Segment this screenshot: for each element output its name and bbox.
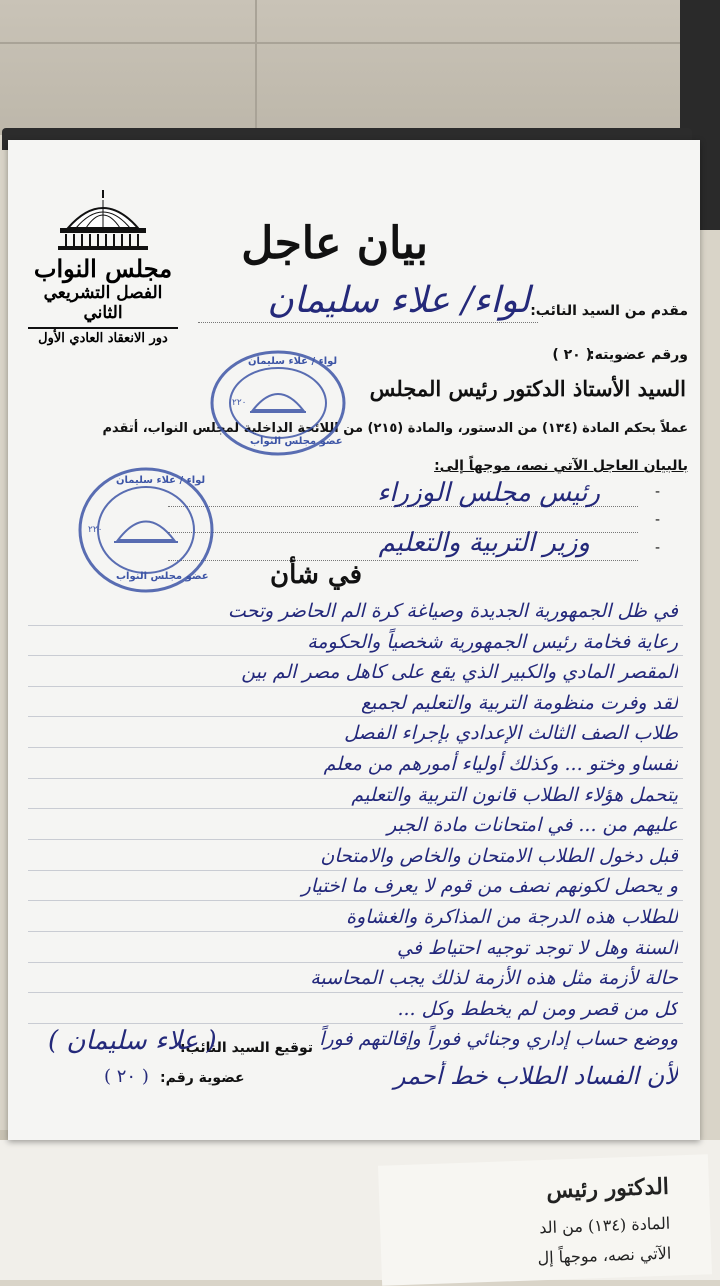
body-line: المقصر المادي والكبير الذي يقع على كاهل مصر الم بين xyxy=(241,661,678,684)
document-page xyxy=(8,140,700,1140)
body-line: و يحصل لكونهم نصف من قوم لا يعرف ما اختيار xyxy=(301,875,678,898)
document-title: بيان عاجل xyxy=(241,218,428,269)
recipient-bullet: - xyxy=(654,540,660,556)
dotted-line xyxy=(168,560,638,561)
stamp-ring-text: لواء / علاء سليمان xyxy=(248,356,338,367)
body-line: قبل دخول الطلاب الامتحان والخاص والامتحان xyxy=(320,844,678,867)
official-stamp xyxy=(208,348,348,458)
recipient-handwriting-3: وزير التربية والتعليم xyxy=(378,528,590,558)
member-no-value: ( ٢٠ ) xyxy=(104,1066,149,1087)
stamp-bottom-text: عضو مجلس النواب xyxy=(250,436,343,447)
body-line: ووضع حساب إداري وجنائي فوراً وإقالتهم فوراً xyxy=(319,1028,678,1051)
membership-label: ورقم عضويته: xyxy=(589,347,688,363)
subject-label: في شأن xyxy=(270,560,362,590)
member-no-label: عضوية رقم: xyxy=(160,1070,245,1086)
body-line: حالة لأزمة مثل هذه الأزمة لذلك يجب المحاسبة xyxy=(310,967,678,990)
membership-value: ( ٢٠ ) xyxy=(552,347,592,363)
body-line: يتحمل هؤلاء الطلاب قانون التربية والتعليم xyxy=(351,783,678,806)
signature-handwriting: ( علاء سليمان ) xyxy=(48,1026,217,1056)
body-line: للطلاب هذه الدرجة من المذاكرة والغشاوة xyxy=(346,905,678,928)
recipient-bullet: - xyxy=(654,484,660,500)
wall-tile-line xyxy=(255,0,257,130)
underlying-text: الدكتور رئيس xyxy=(545,1173,670,1204)
logo-title: مجلس النواب xyxy=(33,254,173,283)
stamp-bottom-text: عضو مجلس النواب xyxy=(116,571,209,582)
recipient-handwriting-1: رئيس مجلس الوزراء xyxy=(377,478,600,508)
underlying-text: المادة (١٣٤) من الد xyxy=(538,1213,671,1238)
addressee-heading: السيد الأستاذ الدكتور رئيس المجلس xyxy=(369,376,686,401)
underlying-paper-sheet xyxy=(378,1154,712,1285)
underlying-text: الآتي نصه، موجهاً إل xyxy=(537,1243,672,1268)
signature-label: توقيع السيد النائب: xyxy=(180,1040,314,1056)
body-line: في ظل الجمهورية الجديدة وصياغة كرة الم الحاضر وتحت xyxy=(227,600,678,622)
stamp-ring-text: لواء / علاء سليمان xyxy=(116,475,206,486)
submitted-by-handwriting: لواء/ علاء سليمان xyxy=(267,280,530,321)
intro-paragraph: عملاً بحكم المادة (١٣٤) من الدستور، والمادة (٢١٥) من اللائحة الداخلية لمجلس النواب، أتقدم xyxy=(102,421,688,436)
body-line: السنة وهل لا توجد توجيه احتياط في xyxy=(397,936,678,959)
logo-term: الفصل التشريعي الثاني xyxy=(43,283,163,323)
parliament-dome-icon xyxy=(48,188,158,250)
submitted-by-label: مقدم من السيد النائب: xyxy=(530,303,688,319)
dotted-line xyxy=(198,322,538,323)
parliament-logo xyxy=(28,188,178,346)
body-line: رعاية فخامة رئيس الجمهورية شخصياً والحكومة xyxy=(307,630,678,653)
wall-tile-line xyxy=(0,42,690,44)
body-line: كل من قصر ومن لم يخطط وكل ... xyxy=(397,997,678,1020)
body-line: لقد وفرت منظومة التربية والتعليم لجميع xyxy=(360,691,678,714)
body-line: لأن الفساد الطلاب خط أحمر xyxy=(393,1061,678,1090)
official-stamp xyxy=(76,465,216,595)
body-line: طلاب الصف الثالث الإعدادي بإجراء الفصل xyxy=(344,722,678,745)
background-wall xyxy=(0,0,720,135)
stamp-number: ٢٢٠ xyxy=(232,398,247,408)
logo-session: دور الانعقاد العادي الأول xyxy=(28,327,178,346)
stamp-number: ٢٢٠ xyxy=(88,525,103,535)
directed-to-label: بالبيان العاجل الآتي نصه، موجهاً إلى: xyxy=(434,458,688,474)
body-line: نفساو وختو ... وكذلك أولياء أمورهم من معلم xyxy=(323,752,678,775)
handwritten-body xyxy=(38,596,678,1092)
body-line: عليهم من ... في امتحانات مادة الجبر xyxy=(387,814,678,837)
recipient-bullet: - xyxy=(654,512,660,528)
